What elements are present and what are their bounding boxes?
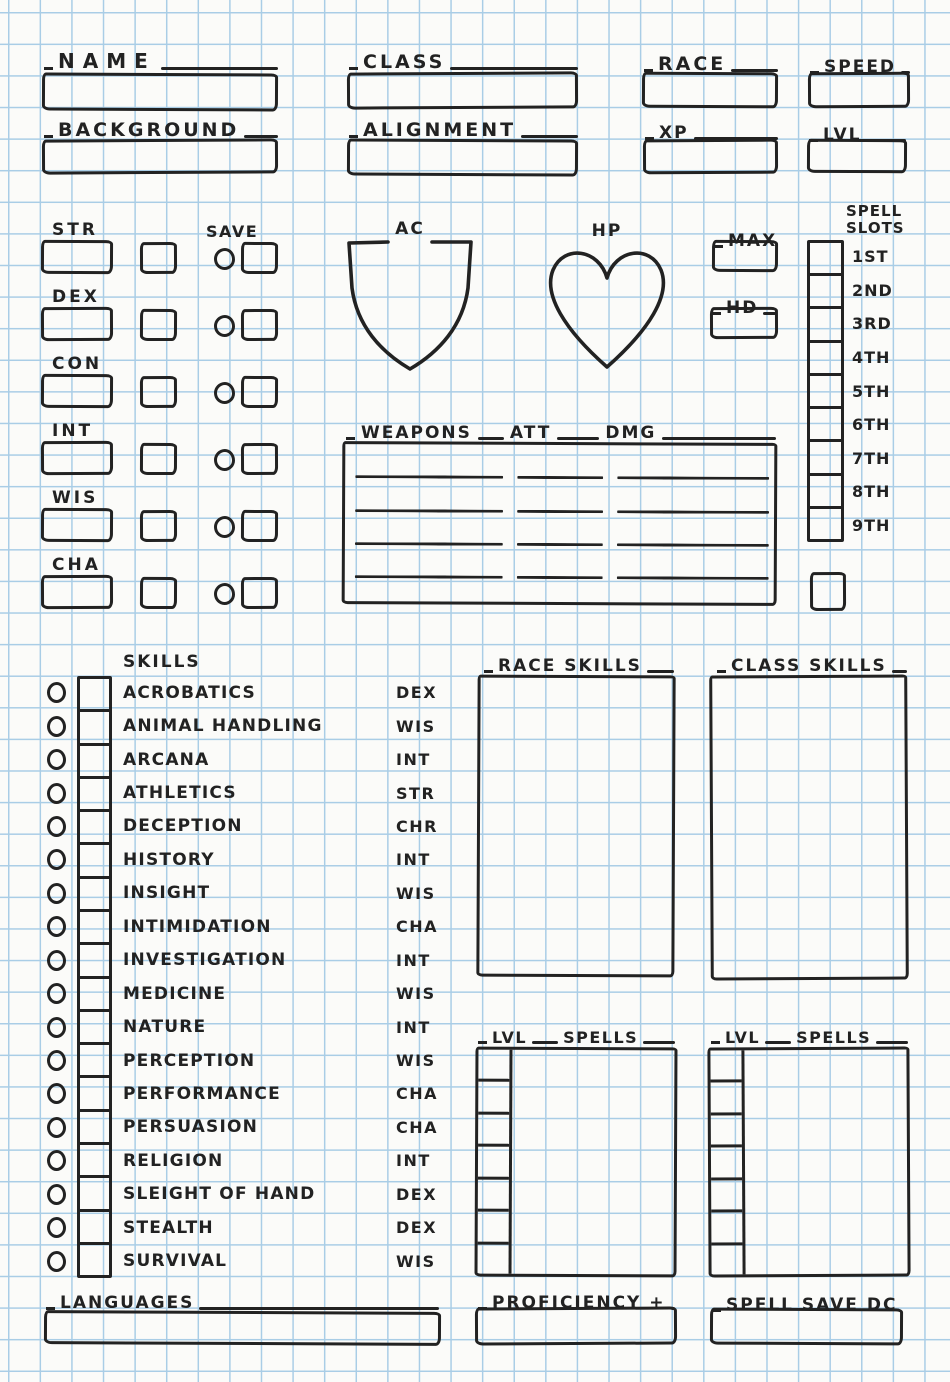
skill-row: [40, 1178, 460, 1211]
ability-label: STR: [52, 220, 98, 240]
spell-level-box[interactable]: [478, 1111, 509, 1144]
weapon-att-line[interactable]: [517, 543, 603, 546]
skill-expertise-circle[interactable]: [47, 916, 66, 937]
languages-input-box[interactable]: [44, 1310, 441, 1346]
weapon-att-line[interactable]: [517, 476, 603, 479]
label-line: [161, 67, 278, 70]
save-column-header: SAVE: [206, 222, 259, 241]
att-column-label: ATT: [509, 423, 552, 443]
weapon-dmg-line[interactable]: [617, 476, 769, 480]
spell-list-1-lvl-ladder: [478, 1050, 513, 1274]
skill-expertise-circle[interactable]: [47, 883, 66, 904]
skill-ability: WIS: [396, 1251, 436, 1271]
weapon-att-line[interactable]: [517, 576, 603, 579]
spell-slots-header-line2: SLOTS: [846, 219, 905, 237]
skill-expertise-circle[interactable]: [47, 682, 66, 703]
save-proficiency-circle[interactable]: [214, 583, 235, 605]
spell-slot-box[interactable]: [810, 473, 841, 506]
label-line: [349, 67, 358, 70]
skill-expertise-circle[interactable]: [47, 716, 66, 737]
xp-label: XP: [659, 123, 689, 143]
spell-slot-level-label: 6TH: [852, 415, 891, 435]
skill-ability: STR: [396, 783, 436, 803]
label-line: [557, 437, 599, 440]
ability-modifier-box[interactable]: [140, 309, 177, 341]
weapon-dmg-line[interactable]: [617, 543, 769, 547]
ability-modifier-box[interactable]: [140, 376, 177, 408]
skill-name: INVESTIGATION: [123, 950, 287, 971]
alignment-label-row: [349, 117, 578, 141]
class-skills-label-row: [717, 652, 907, 676]
ability-label: DEX: [52, 287, 100, 307]
max-hp-label: MAX: [728, 231, 778, 251]
weapon-row: [345, 575, 774, 577]
skills-list: [40, 676, 460, 1278]
skill-name: ATHLETICS: [123, 783, 237, 804]
ability-row: [0, 488, 300, 548]
ability-label: WIS: [52, 488, 99, 508]
lvl-label: LVL: [823, 125, 862, 145]
skill-expertise-circle[interactable]: [47, 1117, 66, 1138]
skill-ability: WIS: [396, 1051, 436, 1071]
spell-level-box[interactable]: [478, 1079, 509, 1112]
ability-row: [0, 421, 300, 481]
skill-name: RELIGION: [123, 1150, 224, 1171]
background-label: BACKGROUND: [58, 119, 240, 141]
class-label: CLASS: [363, 51, 446, 73]
label-line: [450, 67, 578, 70]
ability-row: [0, 354, 300, 414]
skill-row: [40, 810, 460, 843]
skill-ability: WIS: [396, 984, 436, 1004]
ability-label: CON: [52, 354, 103, 374]
skill-ability: INT: [396, 1017, 431, 1037]
spell-slots-header: [846, 203, 905, 237]
ability-score-box[interactable]: [41, 307, 113, 341]
spell-slot-level-label: 4TH: [852, 347, 891, 367]
class-input-box[interactable]: [347, 71, 578, 109]
spell-level-box[interactable]: [478, 1144, 509, 1177]
skill-ability: WIS: [396, 716, 436, 736]
spell-level-box[interactable]: [711, 1209, 742, 1242]
spell-level-box[interactable]: [478, 1050, 509, 1080]
save-proficiency-circle[interactable]: [214, 516, 235, 538]
ability-label: CHA: [52, 555, 101, 575]
ability-score-box[interactable]: [41, 240, 113, 274]
spell-level-box[interactable]: [711, 1112, 742, 1145]
skill-name: NATURE: [123, 1017, 207, 1038]
unlabeled-extra-slot-box[interactable]: [810, 572, 846, 611]
skill-name: MEDICINE: [123, 983, 227, 1004]
skill-expertise-circle[interactable]: [47, 783, 66, 804]
skill-name: INTIMIDATION: [123, 916, 272, 937]
spell-slot-box[interactable]: [810, 306, 841, 339]
skill-row: [40, 977, 460, 1010]
skill-row: [40, 1244, 460, 1277]
spell-level-box[interactable]: [711, 1080, 742, 1113]
lvl-input-box[interactable]: [807, 139, 907, 173]
hp-label: HP: [591, 221, 623, 241]
save-modifier-box[interactable]: [241, 376, 278, 408]
skill-name: ACROBATICS: [123, 682, 256, 703]
skill-ability: CHA: [396, 1117, 439, 1137]
spell-list-2-label-row: [711, 1023, 908, 1047]
spell-list-2-lvl-ladder: [710, 1050, 745, 1274]
skill-row: [40, 1077, 460, 1110]
skill-name: PERSUASION: [123, 1117, 259, 1138]
skill-row: [40, 776, 460, 809]
skill-name: SURVIVAL: [123, 1251, 228, 1272]
spell-slot-level-label: 7TH: [852, 448, 891, 468]
skill-row: [40, 709, 460, 742]
ability-label: INT: [52, 421, 94, 441]
skill-row: [40, 944, 460, 977]
skill-row: [40, 743, 460, 776]
skill-ability: INT: [396, 750, 431, 770]
proficiency-label: PROFICIENCY +: [492, 1293, 666, 1313]
weapons-header-row: [346, 421, 776, 443]
ability-score-box[interactable]: [41, 374, 113, 408]
label-line: [647, 670, 674, 673]
spell-slot-level-label: 8TH: [852, 482, 891, 502]
lvl-column-label: LVL: [725, 1028, 761, 1047]
max-hp-input-box[interactable]: [712, 240, 778, 272]
skill-row: [40, 1144, 460, 1177]
proficiency-input-box[interactable]: [475, 1306, 677, 1345]
label-line: [478, 1041, 487, 1044]
weapon-row: [345, 475, 774, 477]
skill-expertise-circle[interactable]: [47, 1251, 66, 1272]
skill-expertise-circle[interactable]: [47, 1184, 66, 1205]
race-skills-label-row: [484, 652, 674, 676]
spells-column-label: SPELLS: [563, 1028, 639, 1047]
skills-header: SKILLS: [123, 652, 201, 672]
spell-slot-level-label: 1ST: [852, 247, 889, 267]
hit-points-heart[interactable]: [537, 221, 677, 377]
race-skills-box[interactable]: [476, 675, 675, 978]
weapons-table-box[interactable]: [342, 441, 778, 606]
race-input-box[interactable]: [642, 72, 778, 109]
label-line: [892, 670, 907, 673]
spell-slot-level-label: 9TH: [852, 515, 891, 535]
weapons-column-label: WEAPONS: [361, 423, 472, 443]
skill-ability: CHR: [396, 816, 438, 836]
label-line: [484, 670, 493, 673]
spell-level-box[interactable]: [478, 1209, 509, 1242]
weapon-name-line[interactable]: [355, 475, 503, 479]
weapon-name-line[interactable]: [355, 509, 503, 513]
label-line: [44, 67, 53, 70]
ability-modifier-box[interactable]: [140, 577, 177, 609]
skill-ability: WIS: [396, 883, 436, 903]
skill-name: PERFORMANCE: [123, 1083, 281, 1104]
skill-expertise-circle[interactable]: [47, 1217, 66, 1238]
name-label-row: [44, 49, 278, 73]
weapon-dmg-line[interactable]: [617, 576, 769, 580]
weapon-row: [345, 542, 774, 544]
spell-slot-level-label: 5TH: [852, 381, 891, 401]
save-modifier-box[interactable]: [241, 309, 278, 341]
languages-label-row: [46, 1289, 439, 1313]
skill-ability: INT: [396, 850, 431, 870]
languages-label: LANGUAGES: [60, 1293, 195, 1313]
name-label: NAME: [58, 49, 156, 73]
skill-expertise-circle[interactable]: [47, 749, 66, 770]
spell-save-dc-input-box[interactable]: [710, 1308, 903, 1346]
label-line: [478, 437, 504, 440]
label-line: [532, 1041, 558, 1044]
save-proficiency-circle[interactable]: [214, 449, 235, 471]
spell-slot-box[interactable]: [810, 373, 841, 406]
skill-name: HISTORY: [123, 849, 215, 870]
spell-slots-header-line1: SPELL: [846, 202, 903, 220]
spell-slot-box[interactable]: [810, 506, 841, 539]
skill-row: [40, 877, 460, 910]
spell-save-dc-label: SPELL SAVE DC: [726, 1295, 898, 1315]
race-label: RACE: [658, 53, 727, 75]
spell-slot-box[interactable]: [810, 273, 841, 306]
spell-slot-level-label: 2ND: [852, 280, 893, 300]
spell-level-box[interactable]: [711, 1177, 742, 1210]
skill-ability: INT: [396, 950, 431, 970]
label-line: [711, 1041, 720, 1044]
skill-expertise-circle[interactable]: [47, 849, 66, 870]
speed-label: SPEED: [824, 57, 897, 77]
label-line: [662, 437, 776, 440]
ac-label: AC: [395, 219, 425, 239]
background-input-box[interactable]: [42, 138, 278, 174]
hit-dice-label: HD: [726, 298, 759, 318]
ability-score-box[interactable]: [41, 508, 113, 542]
skill-name: DECEPTION: [123, 816, 243, 837]
shield-icon: [340, 233, 480, 375]
lvl-column-label: LVL: [492, 1028, 528, 1047]
skill-row: [40, 1211, 460, 1244]
weapon-dmg-line[interactable]: [617, 510, 769, 514]
save-modifier-box[interactable]: [241, 242, 278, 274]
ability-row: [0, 555, 300, 615]
ability-score-box[interactable]: [41, 575, 113, 609]
skill-row: [40, 910, 460, 943]
label-line: [643, 1041, 675, 1044]
weapon-name-line[interactable]: [355, 575, 503, 579]
alignment-input-box[interactable]: [347, 138, 578, 176]
spell-level-box[interactable]: [478, 1241, 509, 1274]
skill-expertise-circle[interactable]: [47, 983, 66, 1004]
spell-slots-ladder: [807, 240, 844, 542]
save-modifier-box[interactable]: [241, 443, 278, 475]
spell-level-box[interactable]: [711, 1242, 742, 1275]
save-modifier-box[interactable]: [241, 510, 278, 542]
skill-ability: DEX: [396, 1218, 438, 1238]
ability-modifier-box[interactable]: [140, 443, 177, 475]
ability-score-box[interactable]: [41, 441, 113, 475]
skill-ability: DEX: [396, 1184, 438, 1204]
race-skills-label: RACE SKILLS: [498, 656, 642, 676]
skill-name: STEALTH: [123, 1217, 214, 1238]
label-line: [199, 1307, 439, 1310]
skill-name: INSIGHT: [123, 883, 211, 904]
spell-list-2-box[interactable]: [707, 1046, 910, 1277]
save-proficiency-circle[interactable]: [214, 248, 235, 270]
background-label-row: [44, 117, 278, 141]
name-input-box[interactable]: [42, 72, 278, 111]
label-line: [521, 135, 578, 138]
skill-name: SLEIGHT OF HAND: [123, 1184, 316, 1205]
hit-dice-input-box[interactable]: [710, 307, 778, 339]
armor-class-shield[interactable]: [340, 219, 480, 375]
spell-level-box[interactable]: [478, 1176, 509, 1209]
class-skills-label: CLASS SKILLS: [731, 656, 887, 676]
skill-ability: DEX: [396, 683, 438, 703]
label-line: [44, 135, 53, 138]
skill-ability: CHA: [396, 1084, 439, 1104]
skill-row: [40, 843, 460, 876]
skill-name: ARCANA: [123, 749, 210, 770]
spell-list-1-label-row: [478, 1023, 675, 1047]
class-skills-box[interactable]: [709, 674, 909, 980]
label-line: [346, 437, 355, 440]
label-line: [717, 670, 726, 673]
label-line: [876, 1041, 908, 1044]
heart-icon: [537, 233, 677, 377]
label-line: [765, 1041, 791, 1044]
spell-slot-level-labels: [852, 240, 922, 542]
skill-expertise-circle[interactable]: [47, 1150, 66, 1171]
spell-slot-box[interactable]: [810, 340, 841, 373]
skill-expertise-circle[interactable]: [47, 1050, 66, 1071]
skill-row: [40, 1044, 460, 1077]
ability-row: [0, 287, 300, 347]
skill-ability: CHA: [396, 917, 439, 937]
spell-slot-box[interactable]: [810, 439, 841, 472]
save-proficiency-circle[interactable]: [214, 315, 235, 337]
xp-input-box[interactable]: [643, 139, 778, 175]
weapon-att-line[interactable]: [517, 510, 603, 513]
ability-modifier-box[interactable]: [140, 242, 177, 274]
spell-slot-level-label: 3RD: [852, 314, 892, 334]
ability-modifier-box[interactable]: [140, 510, 177, 542]
skill-expertise-circle[interactable]: [47, 950, 66, 971]
weapon-row: [345, 509, 774, 511]
spell-level-box[interactable]: [710, 1050, 741, 1080]
skill-name: ANIMAL HANDLING: [123, 716, 323, 737]
dmg-column-label: DMG: [605, 423, 657, 443]
skill-expertise-circle[interactable]: [47, 816, 66, 837]
weapon-name-line[interactable]: [355, 542, 503, 546]
spell-list-1-box[interactable]: [474, 1047, 677, 1278]
skill-row: [40, 1010, 460, 1043]
skill-expertise-circle[interactable]: [47, 1083, 66, 1104]
skill-row: [40, 676, 460, 709]
class-label-row: [349, 49, 578, 73]
speed-input-box[interactable]: [808, 72, 910, 109]
spell-level-box[interactable]: [711, 1145, 742, 1178]
skill-row: [40, 1111, 460, 1144]
save-modifier-box[interactable]: [241, 577, 278, 609]
skill-expertise-circle[interactable]: [47, 1017, 66, 1038]
skill-name: PERCEPTION: [123, 1050, 256, 1071]
spells-column-label: SPELLS: [796, 1028, 872, 1047]
save-proficiency-circle[interactable]: [214, 382, 235, 404]
spell-slot-box[interactable]: [810, 406, 841, 439]
alignment-label: ALIGNMENT: [363, 119, 517, 141]
skill-ability: INT: [396, 1151, 431, 1171]
spell-slot-box[interactable]: [810, 243, 841, 273]
